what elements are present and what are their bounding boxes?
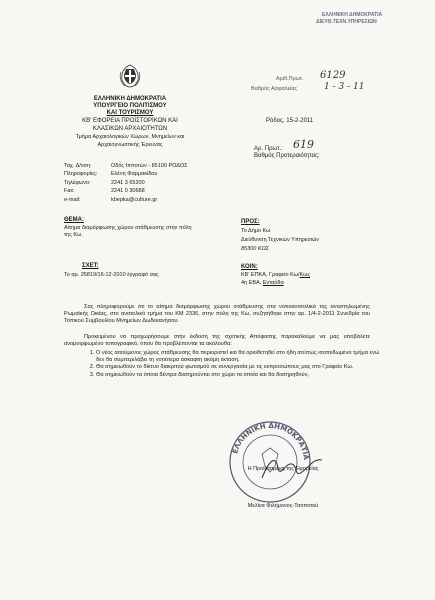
received-stamp-line1: ΕΛΛΗΝΙΚΗ ΔΗΜΟΚΡΑΤΙΑ <box>322 12 383 18</box>
copies-heading: ΚΟΙΝ: <box>241 264 258 270</box>
copies-line1-link: Κως <box>299 272 311 278</box>
reference-heading: ΣΧΕΤ: <box>82 263 99 269</box>
list-item: 1. Ο νέος αιτούμενος χώρος στάθμευσης θα περιοριστεί και θα οριοθετηθεί στο ήδη ατύπως ισοπεδωμένο τμήμα ενώ δεν θα συμπεριλάβει τη νοτιότερα άσκαφτη ακόμη έκταση. <box>96 350 386 364</box>
recipient-heading: ΠΡΟΣ: <box>241 219 260 225</box>
protocol-label: Αρ. Πρωτ.: <box>254 146 283 152</box>
address-label: Ταχ. Δ/νση: <box>64 163 92 169</box>
signature-line2: Μελίνα Φιλήμονος-Τσοποτού <box>247 503 319 509</box>
phone-label: Τηλέφωνο: <box>64 180 91 186</box>
phone-value: 2241 3 65200 <box>111 180 145 186</box>
signature-line1: Η Προϊσταμένη της Εφορείας <box>247 466 319 472</box>
header-line1: ΕΛΛΗΝΙΚΗ ΔΗΜΟΚΡΑΤΙΑ <box>93 96 167 102</box>
protocol-value: 619 <box>293 138 314 151</box>
header-line2: ΥΠΟΥΡΓΕΙΟ ΠΟΛΙΤΙΣΜΟΥ <box>93 103 167 109</box>
header-line7: Αρχαιογνωστικής Έρευνας <box>97 142 163 148</box>
header-line5: ΚΛΑΣΙΚΩΝ ΑΡΧΑΙΟΤΗΤΩΝ <box>92 126 168 132</box>
recipient-line3: 85300 ΚΩΣ <box>241 246 269 252</box>
email-label: e-mail: <box>64 197 81 203</box>
received-protocol-label: Αριθ.Πρωτ. <box>276 76 304 82</box>
date-line: Ρόδος, 15-2-2011 <box>266 118 314 124</box>
fax-value: 2241 0 30688 <box>111 188 145 194</box>
subject-line2: της Κω. <box>64 232 83 238</box>
svg-text:ΕΛΛΗΝΙΚΗ ΔΗΜΟΚΡΑΤΙΑ: ΕΛΛΗΝΙΚΗ ΔΗΜΟΚΡΑΤΙΑ <box>231 421 310 461</box>
received-stamp-line2: ΔΙΕΥΘ.ΤΕΧΝ.ΥΠΗΡΕΣΙΩΝ <box>316 19 377 25</box>
copies-line2-link: Ενταύθα <box>262 280 284 286</box>
list-item: 2. Θα σημειωθούν το δίκτυο διακριτού φωτισμού σε συνεργασία με τις εκπροσώπους μας στο Γραφείο Κω. <box>96 364 386 371</box>
info-value: Ελένη Φαρμακίδου <box>111 171 158 177</box>
header-line6: Τμήμα Αρχαιολογικών Χώρων, Μνημείων και <box>75 134 185 140</box>
info-label: Πληροφορίες: <box>64 171 98 177</box>
priority-label: Βαθμός Προτεραιότητας: <box>254 153 320 159</box>
copies-line2: 4η ΕΒΑ, Ενταύθα <box>241 280 284 286</box>
header-line3: ΚΑΙ ΤΟΥΡΙΣΜΟΥ <box>106 110 154 116</box>
subject-heading: ΘΕΜΑ: <box>64 217 84 223</box>
fax-label: Fax: <box>64 188 75 194</box>
email-value: kbepka@culture.gr <box>111 197 158 203</box>
address-value: Οδός Ιπποτών - 85100 ΡΟΔΟΣ <box>111 163 188 169</box>
header-line4: ΚΒ' ΕΦΟΡΕΙΑ ΠΡΟΪΣΤΟΡΙΚΩΝ ΚΑΙ <box>82 118 178 124</box>
received-date-value: 1 - 3 - 11 <box>324 82 365 92</box>
requirements-list <box>82 350 386 379</box>
received-date-label: Βαθμός Ασφαλείας <box>251 86 298 92</box>
subject-line1: Αίτημα διαμόρφωσης χώρου στάθμευσης στην πόλη <box>64 225 192 231</box>
reference-line1: Το αρ. 25819/16-12-2010 έγγραφό σας <box>64 272 159 278</box>
body-paragraph-1: Σας πληροφορούμε ότι το αίτημα διαμόρφωσης χώρου στάθμευσης στα νοτιοανατολικά της αναστηλωμένης Ρωμαϊκής Οικίας, στο ανατολικό τμήμα του ΚΜ 2336, στην πόλη της Κω, συζητήθηκε στην αρ. 1/4-2-2011 Συνεδρία του Τοπικού Συμβουλίου Μνημείων Δωδεκανήσου. <box>64 304 370 325</box>
body-paragraph-2: Προκειμένου να προχωρήσουμε στην έκδοση της σχετικής Απόφασης παρακαλούμε να μας υποβάλετε ανομοιρφωμένο τοπογραφικό, όπου θα προβλέπονται τα ακόλουθα: <box>64 334 370 348</box>
received-protocol-value: 6129 <box>320 70 346 81</box>
recipient-line2: Διεύθυνση Τεχνικών Υπηρεσιών <box>241 237 320 243</box>
copies-line1: ΚΒ' ΕΠΚΑ, Γραφείο Κω/Κως <box>241 272 311 278</box>
recipient-line1: Το Δήμο Κω <box>241 228 271 234</box>
greek-emblem-icon <box>119 64 141 88</box>
list-item: 3. Θα σημειωθούν τα όποια δέντρα διατηρούνται στο χώρο τα οποία και θα διατηρηθούν, <box>96 372 386 379</box>
